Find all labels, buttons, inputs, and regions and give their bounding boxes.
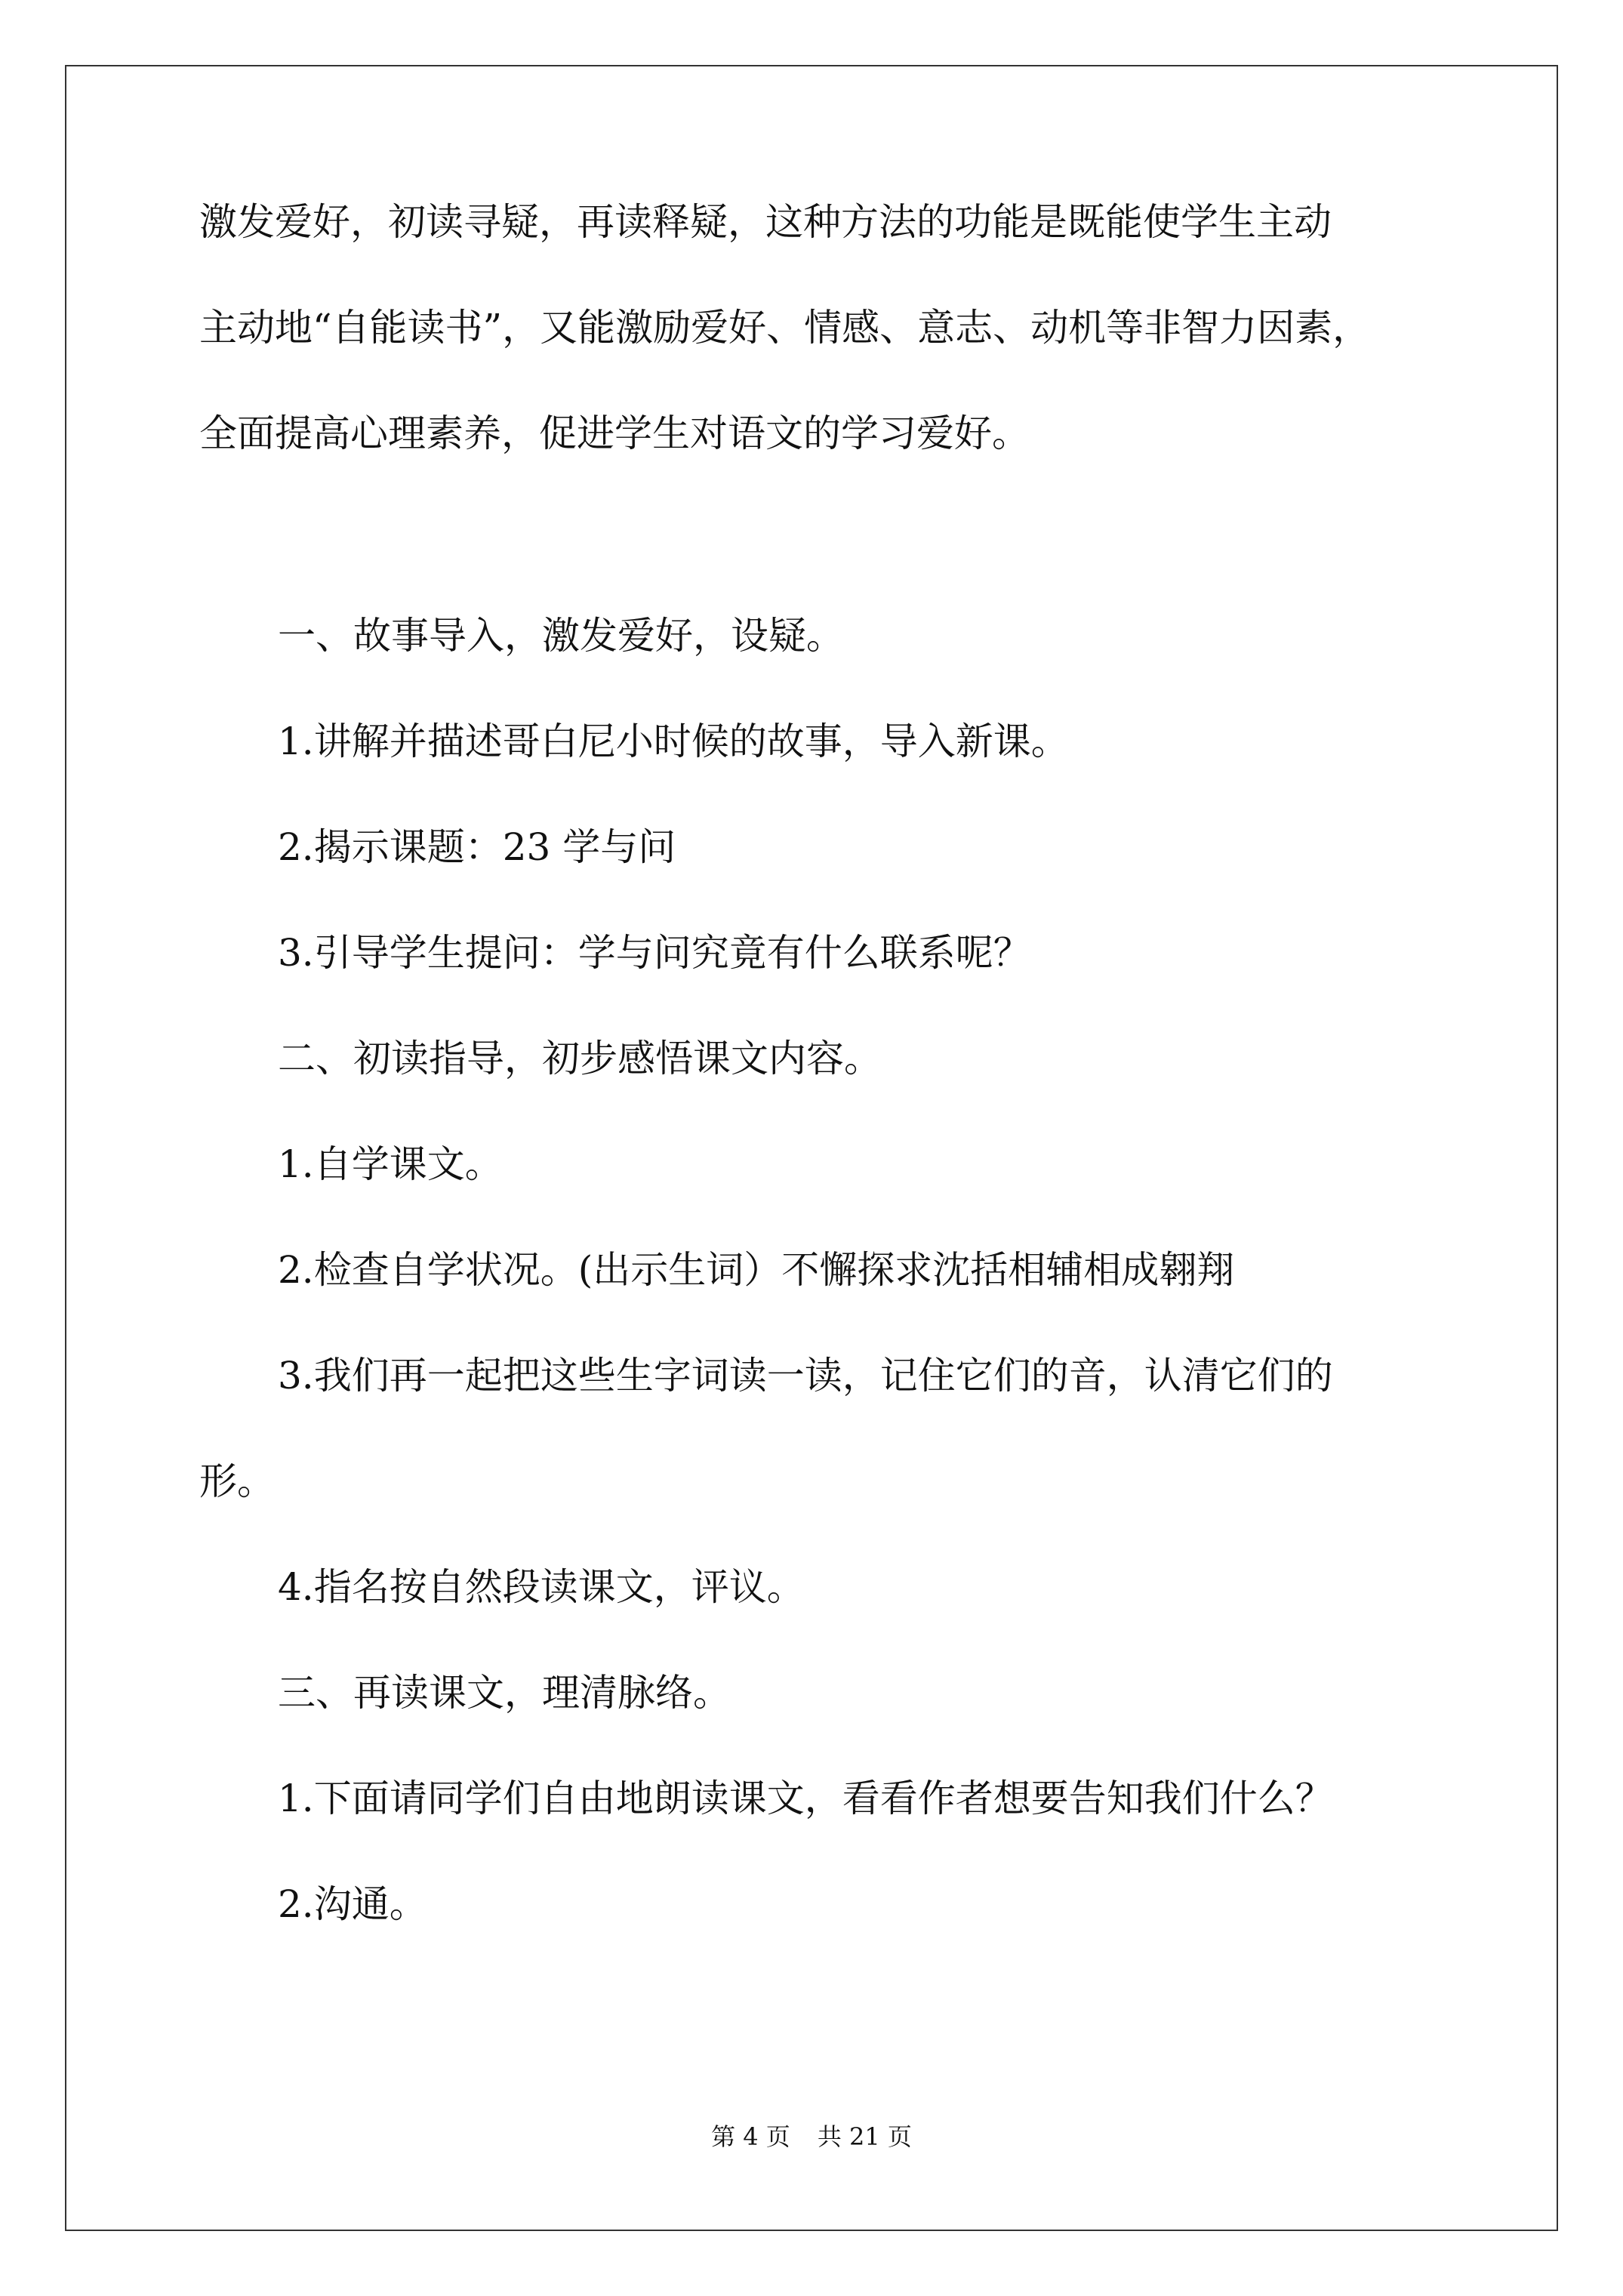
page-number: 第 4 页: [711, 2122, 790, 2151]
list-item: 4.指名按自然段读课文，评议。: [278, 1565, 805, 1609]
list-item: 1.自学课文。: [278, 1142, 503, 1186]
list-item-continuation: 形。: [199, 1459, 275, 1503]
paragraph-line: 主动地“自能读书”，又能激励爱好、情感、意志、动机等非智力因素，: [199, 306, 1371, 350]
list-item: 2.检查自学状况。(出示生词）不懈探求沈括相辅相成翱翔: [278, 1248, 1235, 1292]
list-item: 3.我们再一起把这些生字词读一读，记住它们的音，认清它们的: [278, 1354, 1333, 1398]
page-total: 共 21 页: [817, 2122, 912, 2151]
section-heading: 二、初读指导，初步感悟课文内容。: [278, 1037, 882, 1080]
document-body: [199, 196, 1445, 1930]
list-item: 3.引导学生提问：学与问究竟有什么联系呢？: [278, 931, 1031, 975]
paragraph-line: 全面提高心理素养，促进学生对语文的学习爱好。: [199, 411, 1030, 455]
page-footer: [0, 2122, 1623, 2152]
list-item: 2.揭示课题：23 学与问: [278, 825, 676, 869]
list-item: 1.讲解并描述哥白尼小时候的故事，导入新课。: [278, 720, 1069, 763]
list-item: 2.沟通。: [278, 1882, 427, 1926]
section-heading: 一、故事导入，激发爱好，设疑。: [278, 614, 844, 658]
list-item: 1.下面请同学们自由地朗读课文，看看作者想要告知我们什么？: [278, 1777, 1333, 1820]
paragraph-line: 激发爱好，初读寻疑，再读释疑，这种方法的功能是既能使学生主动: [199, 200, 1332, 244]
section-heading: 三、再读课文，理清脉络。: [278, 1671, 731, 1715]
